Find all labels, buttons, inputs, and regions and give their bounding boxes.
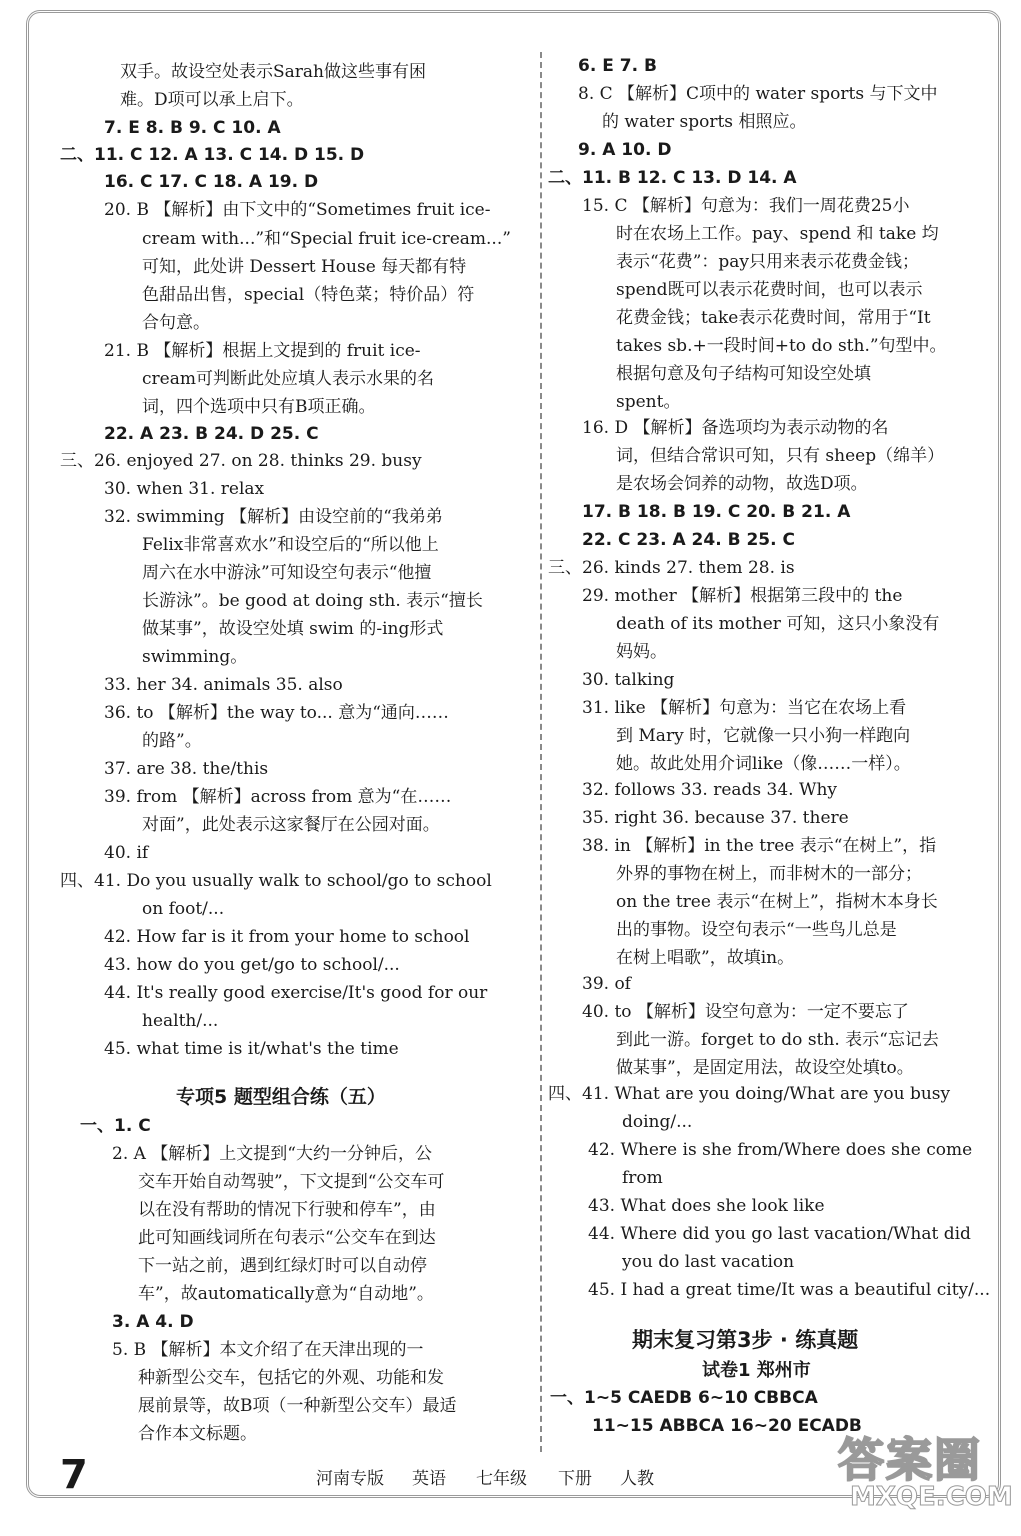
answer-line: 3. A 4. D [112,1312,194,1332]
answer-line: 色甜品出售，special（特色菜；特价品）符 [142,285,475,305]
answer-line: 四、41. What are you doing/What are you busy [548,1084,951,1104]
answer-line: 以在没有帮助的情况下行驶和停车”，由 [138,1200,436,1220]
answer-line: 对面”，此处表示这家餐厅在公园对面。 [142,815,440,835]
answer-line: 四、41. Do you usually walk to school/go to school [60,871,492,891]
answer-line: death of its mother 可知，这只小象没有 [616,614,940,634]
answer-line: 32. follows 33. reads 34. Why [582,780,837,800]
answer-line: 妈妈。 [616,642,667,662]
answer-line: 此可知画线词所在句表示“公交车在到达 [138,1228,436,1248]
answer-line: 出的事物。设空句表示“一些鸟儿总是 [616,920,897,940]
answer-line: 一、1. C [80,1116,151,1136]
answer-line: health/... [142,1011,219,1031]
answer-line: 33. her 34. animals 35. also [104,675,343,695]
footer-subject: 英语 [412,1469,446,1489]
answer-line: 20. B 【解析】由下文中的“Sometimes fruit ice- [104,200,491,220]
section-title: 专项5 题型组合练（五） [176,1086,386,1108]
answer-line: 15. C 【解析】句意为：我们一周花费25小 [582,196,910,216]
answer-line: 16. C 17. C 18. A 19. D [104,172,319,192]
answer-line: 下一站之前，遇到红绿灯时可以自动停 [138,1256,427,1276]
answer-line: 表示“花费”：pay只用来表示花费金钱； [616,252,920,272]
answer-line: cream可判断此处应填人表示水果的名 [142,369,434,389]
answer-line: 44. Where did you go last vacation/What did [588,1224,971,1244]
answer-line: 的 water sports 相照应。 [602,112,807,132]
answer-line: 16. D 【解析】备选项均为表示动物的名 [582,418,889,438]
answer-line: 展前景等，故B项（一种新型公交车）最适 [138,1396,457,1416]
footer-edition: 河南专版 [316,1469,384,1489]
answer-line: 22. C 23. A 24. B 25. C [582,530,795,550]
answer-line: spent。 [616,392,681,412]
answer-line: 42. How far is it from your home to school [104,927,470,947]
page-number: 7 [60,1452,88,1498]
answer-line: 根据句意及句子结构可知设空处填 [616,364,871,384]
footer-publisher: 人教 [620,1469,654,1489]
answer-line: 词，四个选项中只有B项正确。 [142,397,376,417]
answer-line: 外界的事物在树上，而非树木的一部分； [616,864,922,884]
answer-line: 三、26. kinds 27. them 28. is [548,558,795,578]
answer-line: 时在农场上工作。pay、spend 和 take 均 [616,224,939,244]
answer-line: swimming。 [142,647,248,667]
answer-line: 38. in 【解析】in the tree 表示“在树上”，指 [582,836,937,856]
answer-line: you do last vacation [622,1252,795,1272]
answer-line: 二、11. C 12. A 13. C 14. D 15. D [60,145,365,165]
answer-line: 5. B 【解析】本文介绍了在天津出现的一 [112,1340,424,1360]
answer-line: 在树上唱歌”，故填in。 [616,948,795,968]
column-divider [540,52,542,1452]
watermark-url: MXQE.COM [850,1482,1013,1512]
answer-line: Felix非常喜欢水”和设空后的“所以他上 [142,535,439,555]
answer-line: 22. A 23. B 24. D 25. C [104,424,319,444]
watermark-text: 答案圈 [838,1433,982,1487]
answer-line: 可知，此处讲 Dessert House 每天都有特 [142,257,467,277]
footer-grade: 七年级 [476,1469,527,1489]
footer-volume: 下册 [558,1469,592,1489]
answer-line: 32. swimming 【解析】由设空前的“我弟弟 [104,507,443,527]
answer-line: 17. B 18. B 19. C 20. B 21. A [582,502,851,522]
answer-line: cream with...”和“Special fruit ice-cream...” [142,229,511,249]
answer-line: 30. talking [582,670,675,690]
answer-line: from [622,1168,663,1188]
answer-line: 6. E 7. B [578,56,657,76]
answer-line: 42. Where is she from/Where does she come [588,1140,973,1160]
answer-line: 35. right 36. because 37. there [582,808,849,828]
answer-line: 花费金钱；take表示花费时间，常用于“It [616,308,931,328]
answer-line: 2. A 【解析】上文提到“大约一分钟后，公 [112,1144,432,1164]
answer-line: 是农场会饲养的动物，故选D项。 [616,474,868,494]
answer-line: 36. to 【解析】the way to... 意为“通向…… [104,703,449,723]
answer-line: 周六在水中游泳”可知设空句表示“他擅 [142,563,432,583]
answer-line: 做某事”，是固定用法，故设空处填to。 [616,1058,914,1078]
answer-line: 43. What does she look like [588,1196,825,1216]
answer-line: 词，但结合常识可知，只有 sheep（绵羊） [616,446,945,466]
answer-line: 31. like 【解析】句意为：当它在农场上看 [582,698,907,718]
answer-line: 21. B 【解析】根据上文提到的 fruit ice- [104,341,421,361]
answer-line: 9. A 10. D [578,140,672,160]
answer-line: on foot/... [142,899,225,919]
answer-line: 45. I had a great time/It was a beautiful city/... [588,1280,991,1300]
answer-line: 40. if [104,843,149,863]
answer-line: 的路”。 [142,731,202,751]
answer-line: 43. how do you get/go to school/... [104,955,400,975]
answer-line: 45. what time is it/what's the time [104,1039,399,1059]
answer-line: 40. to 【解析】设空句意为：一定不要忘了 [582,1002,909,1022]
answer-line: 37. are 38. the/this [104,759,269,779]
answer-line: 难。D项可以承上启下。 [120,90,304,110]
answer-line: 到 Mary 时，它就像一只小狗一样跑向 [616,726,911,746]
answer-line: takes sb.+一段时间+to do sth.”句型中。 [616,336,947,356]
final-review-title: 期末复习第3步 · 练真题 [632,1328,859,1352]
answer-line: 合作本文标题。 [138,1424,257,1444]
answer-line: 30. when 31. relax [104,479,265,499]
answer-line: 39. of [582,974,631,994]
paper-title: 试卷1 郑州市 [702,1360,811,1381]
answer-line: 8. C 【解析】C项中的 water sports 与下文中 [578,84,938,104]
answer-line: 交车开始自动驾驶”，下文提到“公交车可 [138,1172,445,1192]
answer-line: on the tree 表示“在树上”，指树木本身长 [616,892,938,912]
answer-line: 合句意。 [142,313,210,333]
answer-line: 44. It's really good exercise/It's good for our [104,983,488,1003]
answer-line: 39. from 【解析】across from 意为“在…… [104,787,452,807]
answer-line: 三、26. enjoyed 27. on 28. thinks 29. busy [60,451,422,471]
answer-line: 二、11. B 12. C 13. D 14. A [548,168,797,188]
answer-line: 11~15 ABBCA 16~20 ECADB [592,1416,862,1436]
answer-line: 种新型公交车，包括它的外观、功能和发 [138,1368,444,1388]
answer-line: 做某事”，故设空处填 swim 的-ing形式 [142,619,444,639]
answer-line: doing/... [622,1112,693,1132]
answer-line: 29. mother 【解析】根据第三段中的 the [582,586,903,606]
answer-line: 一、1~5 CAEDB 6~10 CBBCA [550,1388,818,1408]
answer-line: spend既可以表示花费时间，也可以表示 [616,280,923,300]
watermark-logo [838,1424,1013,1524]
answer-line: 双手。故设空处表示Sarah做这些事有困 [120,62,426,82]
answer-line: 车”，故automatically意为“自动地”。 [138,1284,434,1304]
answer-line: 长游泳”。be good at doing sth. 表示“擅长 [142,591,483,611]
answer-line: 到此一游。forget to do sth. 表示“忘记去 [616,1030,939,1050]
answer-line: 7. E 8. B 9. C 10. A [104,118,281,138]
answer-line: 她。故此处用介词like（像……一样）。 [616,754,911,774]
